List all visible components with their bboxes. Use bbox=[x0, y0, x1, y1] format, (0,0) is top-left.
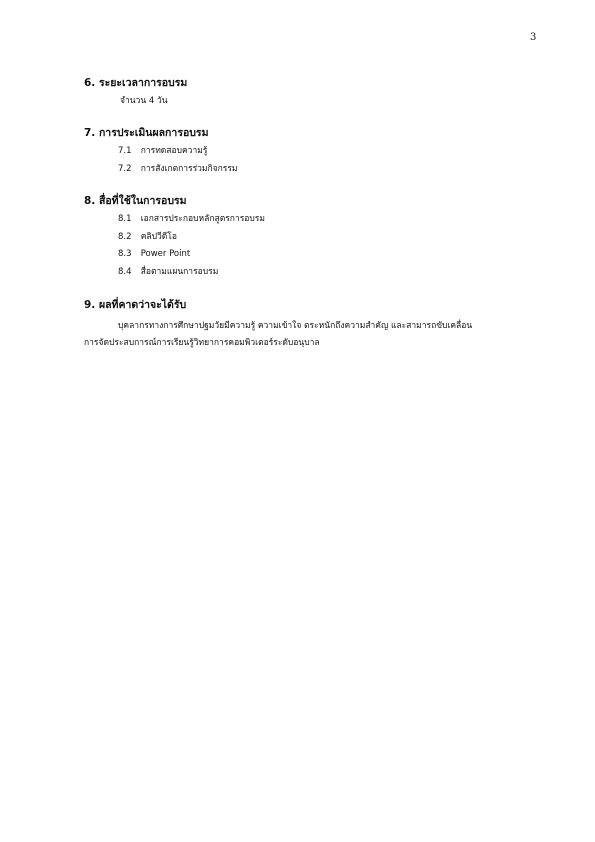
section-expected-results bbox=[84, 298, 544, 352]
item-text: สื่อตามแผนการอบรม bbox=[140, 266, 219, 277]
item-number: 8.3 bbox=[118, 249, 132, 259]
page-number: 3 bbox=[530, 32, 537, 43]
list-item bbox=[84, 264, 544, 282]
item-text: Power Point bbox=[140, 249, 191, 259]
section-heading: 8. สื่อที่ใช้ในการอบรม bbox=[84, 195, 187, 207]
section-evaluation bbox=[84, 126, 544, 178]
item-number: 7.2 bbox=[118, 163, 132, 174]
list-item bbox=[84, 143, 544, 161]
list-item bbox=[84, 161, 544, 179]
item-text: การสังเกตการร่วมกิจกรรม bbox=[140, 163, 238, 174]
section-heading: 9. ผลที่คาดว่าจะได้รับ bbox=[84, 299, 187, 311]
list-item bbox=[84, 246, 544, 264]
list-item bbox=[84, 229, 544, 247]
section-materials bbox=[84, 194, 544, 281]
paragraph-line: การจัดประสบการณ์การเรียนรู้วิทยาการคอมพิวเตอร์ระดับอนุบาล bbox=[84, 338, 320, 348]
section-content: จำนวน 4 วัน bbox=[120, 96, 168, 106]
item-text: การทดสอบความรู้ bbox=[140, 146, 208, 156]
list-item bbox=[84, 211, 544, 229]
item-text: คลิปวีดีโอ bbox=[140, 231, 177, 242]
item-text: เอกสารประกอบหลักสูตรการอบรม bbox=[140, 214, 265, 224]
paragraph-line: บุคลากรทางการศึกษาปฐมวัยมีความรู้ ความเข้าใจ ตระหนักถึงความสำคัญ และสามารถขับเคลื่อน bbox=[118, 321, 473, 331]
item-number: 8.2 bbox=[118, 231, 132, 242]
item-number: 8.4 bbox=[118, 266, 132, 277]
section-heading: 7. การประเมินผลการอบรม bbox=[84, 127, 209, 139]
section-duration bbox=[84, 76, 544, 111]
item-number: 7.1 bbox=[118, 146, 132, 156]
item-number: 8.1 bbox=[118, 214, 132, 224]
section-heading: 6. ระยะเวลาการอบรม bbox=[84, 77, 188, 89]
paragraph bbox=[84, 318, 544, 352]
